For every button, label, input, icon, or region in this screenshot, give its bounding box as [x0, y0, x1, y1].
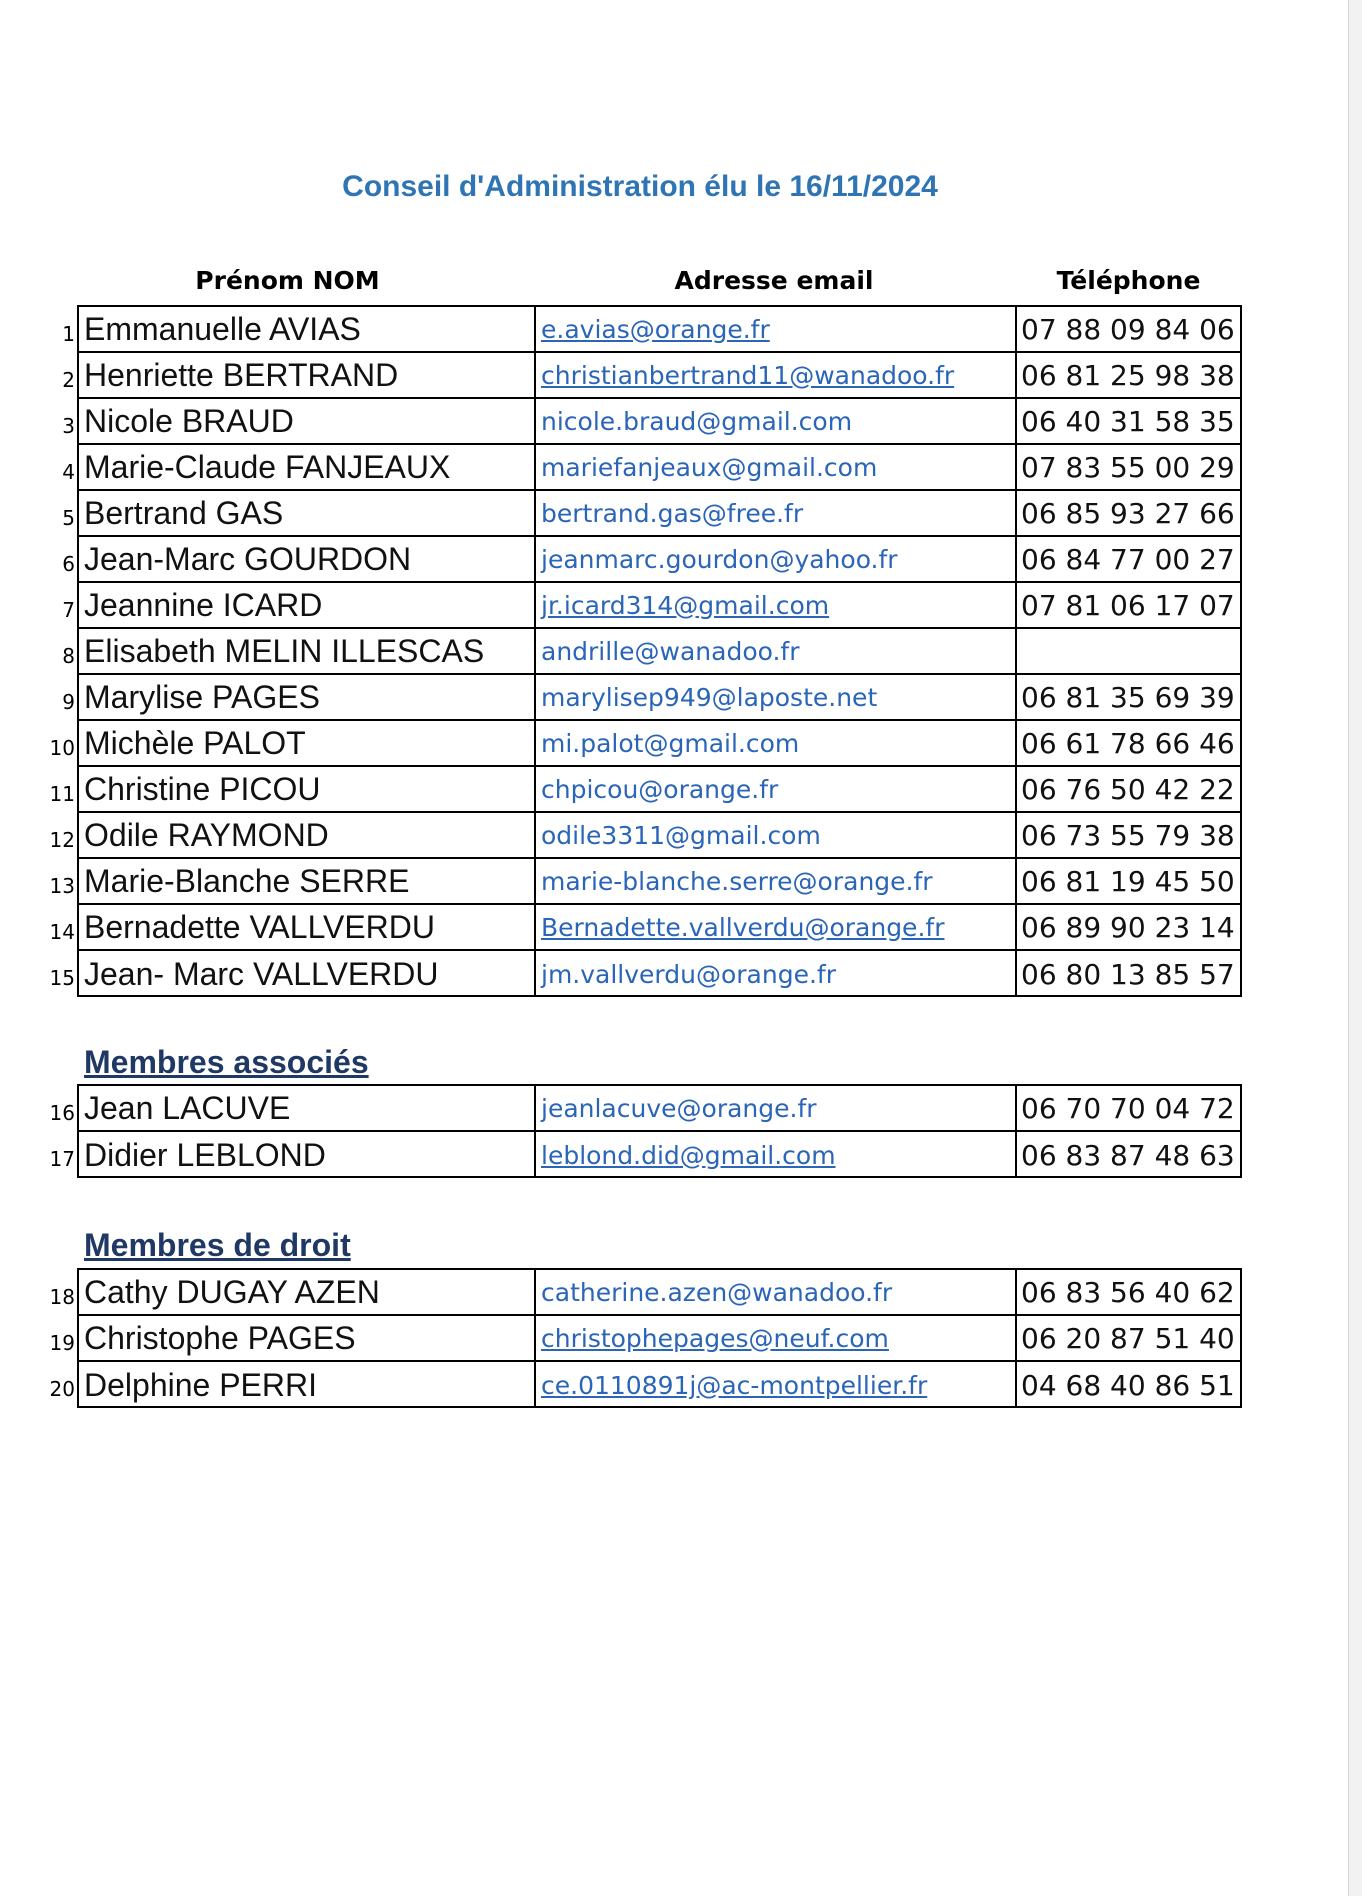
- member-name: Henriette BERTRAND: [79, 353, 536, 399]
- member-email-cell: [536, 491, 1017, 537]
- document-title: Conseil d'Administration élu le 16/11/2024: [342, 170, 938, 203]
- member-name: Elisabeth MELIN ILLESCAS: [79, 629, 536, 675]
- member-email-link[interactable]: leblond.did@gmail.com: [541, 1140, 836, 1170]
- table-row: [62, 537, 1240, 583]
- member-email-cell: [536, 399, 1017, 445]
- member-email-link[interactable]: nicole.braud@gmail.com: [541, 406, 853, 436]
- member-email-cell: [536, 537, 1017, 583]
- row-number: 12: [49, 828, 75, 852]
- member-phone: 06 84 77 00 27: [1017, 537, 1240, 583]
- member-email-cell: [536, 951, 1017, 997]
- member-phone: 06 73 55 79 38: [1017, 813, 1240, 859]
- header-phone: Téléphone: [1056, 266, 1201, 295]
- member-email-link[interactable]: jeanlacuve@orange.fr: [541, 1093, 817, 1123]
- member-email-cell: [536, 675, 1017, 721]
- member-email-cell: [536, 629, 1017, 675]
- member-name: Christine PICOU: [79, 767, 536, 813]
- row-number: 5: [62, 506, 75, 530]
- table-row: [49, 951, 1240, 997]
- member-email-link[interactable]: christophepages@neuf.com: [541, 1323, 889, 1353]
- row-number: 4: [62, 460, 75, 484]
- member-name: Christophe PAGES: [79, 1316, 536, 1362]
- member-email-cell: [536, 353, 1017, 399]
- member-email-cell: [536, 445, 1017, 491]
- rights-table: [49, 1268, 1242, 1408]
- member-email-link[interactable]: catherine.azen@wanadoo.fr: [541, 1277, 893, 1307]
- member-email-link[interactable]: marie-blanche.serre@orange.fr: [541, 866, 933, 896]
- table-row: [49, 859, 1240, 905]
- table-row: [49, 1362, 1240, 1408]
- table-row: [62, 491, 1240, 537]
- member-phone: 06 61 78 66 46: [1017, 721, 1240, 767]
- member-email-cell: [536, 905, 1017, 951]
- member-phone: 04 68 40 86 51: [1021, 1368, 1235, 1402]
- member-phone: 06 70 70 04 72: [1017, 1086, 1240, 1132]
- row-number: 18: [49, 1285, 75, 1309]
- member-email-link[interactable]: christianbertrand11@wanadoo.fr: [541, 360, 955, 390]
- member-phone: 06 85 93 27 66: [1017, 491, 1240, 537]
- member-email-cell: [536, 859, 1017, 905]
- table-row: [49, 1270, 1240, 1316]
- member-phone: 06 89 90 23 14: [1017, 905, 1240, 951]
- member-phone: 07 88 09 84 06: [1017, 307, 1240, 353]
- member-phone: 06 81 25 98 38: [1017, 353, 1240, 399]
- row-number: 2: [62, 368, 75, 392]
- row-number: 6: [62, 552, 75, 576]
- member-name: Jean- Marc VALLVERDU: [79, 951, 536, 997]
- member-phone: 06 20 87 51 40: [1017, 1316, 1240, 1362]
- member-name: Jean LACUVE: [79, 1086, 536, 1132]
- member-email-cell: [536, 813, 1017, 859]
- table-row: [49, 721, 1240, 767]
- member-name: Jeannine ICARD: [79, 583, 536, 629]
- table-row: [62, 583, 1240, 629]
- member-email-cell: [536, 767, 1017, 813]
- member-phone: 06 83 87 48 63: [1021, 1138, 1235, 1172]
- member-phone: 06 83 56 40 62: [1017, 1270, 1240, 1316]
- member-email-cell: [536, 1316, 1017, 1362]
- row-number: 17: [49, 1147, 75, 1171]
- member-email-link[interactable]: bertrand.gas@free.fr: [541, 498, 804, 528]
- member-email-cell: [536, 1132, 1017, 1178]
- member-email-link[interactable]: mi.palot@gmail.com: [541, 728, 800, 758]
- member-name: Marylise PAGES: [79, 675, 536, 721]
- table-row: [62, 629, 1240, 675]
- table-row: [62, 399, 1240, 445]
- member-name: Marie-Claude FANJEAUX: [79, 445, 536, 491]
- row-number: 15: [49, 966, 75, 990]
- member-email-link[interactable]: ce.0110891j@ac-montpellier.fr: [541, 1370, 928, 1400]
- table-row: [62, 353, 1240, 399]
- table-row: [49, 813, 1240, 859]
- member-name: Emmanuelle AVIAS: [79, 307, 536, 353]
- header-name: Prénom NOM: [195, 266, 380, 295]
- member-name: Bernadette VALLVERDU: [79, 905, 536, 951]
- row-number: 1: [62, 322, 75, 346]
- member-phone: 07 81 06 17 07: [1017, 583, 1240, 629]
- member-email-cell: [536, 1362, 1017, 1408]
- member-phone: 06 81 35 69 39: [1017, 675, 1240, 721]
- page-edge: [1349, 0, 1362, 1896]
- table-row: [49, 1316, 1240, 1362]
- table-row: [49, 1132, 1240, 1178]
- member-phone: [1017, 629, 1240, 675]
- row-number: 7: [62, 598, 75, 622]
- member-name: Michèle PALOT: [79, 721, 536, 767]
- row-number: 10: [49, 736, 75, 760]
- member-email-link[interactable]: odile3311@gmail.com: [541, 820, 821, 850]
- member-phone: 06 40 31 58 35: [1017, 399, 1240, 445]
- member-email-link[interactable]: jr.icard314@gmail.com: [541, 590, 830, 620]
- member-email-link[interactable]: Bernadette.vallverdu@orange.fr: [541, 912, 945, 942]
- row-number: 9: [62, 690, 75, 714]
- table-row: [49, 905, 1240, 951]
- member-email-cell: [536, 307, 1017, 353]
- row-number: 13: [49, 874, 75, 898]
- member-email-cell: [536, 1086, 1017, 1132]
- member-name: Delphine PERRI: [79, 1362, 536, 1408]
- member-email-link[interactable]: jeanmarc.gourdon@yahoo.fr: [541, 544, 898, 574]
- table-row: [62, 675, 1240, 721]
- row-number: 16: [49, 1101, 75, 1125]
- member-email-cell: [536, 583, 1017, 629]
- member-name: Didier LEBLOND: [79, 1132, 536, 1178]
- row-number: 19: [49, 1331, 75, 1355]
- member-name: Jean-Marc GOURDON: [79, 537, 536, 583]
- member-name: Odile RAYMOND: [79, 813, 536, 859]
- header-email: Adresse email: [674, 266, 874, 295]
- member-email-link[interactable]: jm.vallverdu@orange.fr: [541, 959, 836, 989]
- associates-heading: Membres associés: [84, 1044, 369, 1080]
- row-number: 14: [49, 920, 75, 944]
- row-number: 3: [62, 414, 75, 438]
- member-phone: 06 80 13 85 57: [1021, 957, 1235, 991]
- associates-table: [49, 1084, 1242, 1178]
- row-number: 20: [49, 1377, 75, 1401]
- member-email-cell: [536, 721, 1017, 767]
- table-row: [49, 767, 1240, 813]
- member-email-link[interactable]: andrille@wanadoo.fr: [541, 636, 800, 666]
- table-row: [49, 1086, 1240, 1132]
- row-number: 8: [62, 644, 75, 668]
- member-name: Bertrand GAS: [79, 491, 536, 537]
- member-phone: 07 83 55 00 29: [1017, 445, 1240, 491]
- member-name: Marie-Blanche SERRE: [79, 859, 536, 905]
- member-email-link[interactable]: chpicou@orange.fr: [541, 774, 779, 804]
- member-email-link[interactable]: marylisep949@laposte.net: [541, 682, 878, 712]
- row-number: 11: [49, 782, 75, 806]
- table-row: [62, 307, 1240, 353]
- rights-heading: Membres de droit: [84, 1227, 351, 1263]
- member-phone: 06 76 50 42 22: [1017, 767, 1240, 813]
- member-email-cell: [536, 1270, 1017, 1316]
- member-name: Nicole BRAUD: [79, 399, 536, 445]
- table-row: [62, 445, 1240, 491]
- member-phone: 06 81 19 45 50: [1017, 859, 1240, 905]
- board-table: [49, 305, 1242, 997]
- member-email-link[interactable]: e.avias@orange.fr: [541, 314, 770, 344]
- member-email-link[interactable]: mariefanjeaux@gmail.com: [541, 452, 878, 482]
- member-name: Cathy DUGAY AZEN: [79, 1270, 536, 1316]
